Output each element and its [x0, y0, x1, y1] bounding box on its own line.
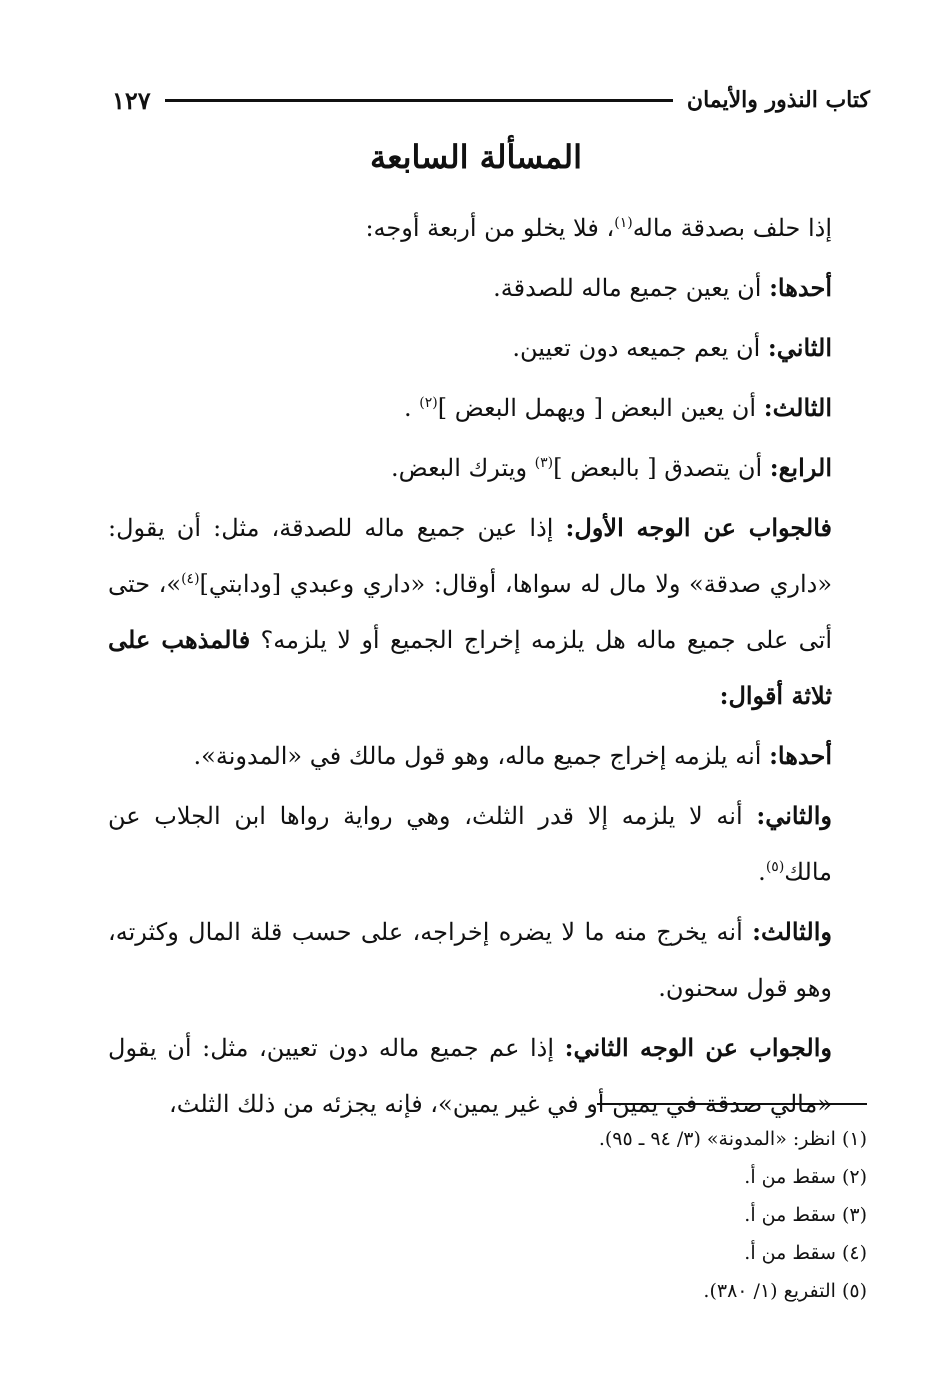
paragraph-case-2: الثاني: أن يعم جميعه دون تعيين. [512, 333, 832, 362]
header-rule [165, 99, 673, 102]
paragraph-case-3: الثالث: أن يعين البعض [ ويهمل البعض ]$^{(٢)}$ . [404, 393, 832, 422]
running-header [112, 80, 870, 120]
footnote-ref: (٣) [534, 455, 554, 471]
lead-term: الرابع: [769, 453, 832, 482]
paragraph-answer-2: والجواب عن الوجه الثاني: إذا عم جميع ماله دون تعيين، مثل: أن يقول «مالي صدقة في يمين أو في غير يمين»، فإنه يجزئه من ذلك الثلث، [108, 1033, 832, 1118]
lead-term: والثالث: [752, 917, 832, 946]
running-title: كتاب النذور والأيمان [686, 87, 870, 113]
footnote: (٣) سقط من أ. [744, 1204, 867, 1226]
paragraph-opinion-3: والثالث: أنه يخرج منه ما لا يضره إخراجه، على حسب قلة المال وكثرته، وهو قول سحنون. [108, 917, 832, 1002]
lead-term: أحدها: [769, 273, 832, 302]
paragraph-case-4: الرابع: أن يتصدق [ بالبعض ]$^{(٣)}$ ويترك البعض. [391, 453, 832, 482]
lead-term: والثاني: [756, 801, 832, 830]
lead-term: والجواب عن الوجه الثاني: [564, 1033, 832, 1062]
footnote: (٢) سقط من أ. [744, 1166, 867, 1188]
lead-term: الثالث: [763, 393, 832, 422]
footnote-ref: (٤) [181, 571, 200, 587]
page-number: ١٢٧ [112, 85, 151, 115]
lead-term: فالجواب عن الوجه الأول: [565, 513, 833, 542]
footnote-ref: (٢) [419, 395, 438, 411]
footnote: (٤) سقط من أ. [744, 1242, 867, 1264]
footnotes [300, 1120, 867, 1310]
footnote-rule [597, 1103, 867, 1105]
footnote: (٥) التفريع (١/ ٣٨٠). [703, 1280, 867, 1302]
lead-term: فالمذهب على ثلاثة أقوال: [108, 625, 832, 710]
paragraph-intro: إذا حلف بصدقة ماله$^{(١)}$، فلا يخلو من أربعة أوجه: [365, 214, 832, 242]
lead-term: أحدها: [769, 741, 832, 770]
paragraph-case-1: أحدها: أن يعين جميع ماله للصدقة. [493, 273, 832, 302]
chapter-title: المسألة السابعة [370, 138, 582, 176]
lead-term: الثاني: [767, 333, 832, 362]
footnote-ref: (٥) [765, 859, 785, 875]
body-text [108, 200, 832, 1136]
paragraph-opinion-2: والثاني: أنه لا يلزمه إلا قدر الثلث، وهي رواية رواها ابن الجلاب عن مالك$^{(٥)}$. [108, 801, 832, 886]
footnote-ref: (١) [614, 215, 633, 231]
paragraph-answer-1: فالجواب عن الوجه الأول: إذا عين جميع ماله للصدقة، مثل: أن يقول: «داري صدقة» ولا مال له سواها، أوقال: «داري وعبدي [ودابتي]$^{(٤)}$»، حتى أتى على جميع ماله هل يلزمه إخراج الجميع أو لا يلزمه؟ فالمذهب على ثلاثة أقوال: [108, 513, 833, 710]
footnote: (١) انظر: «المدونة» (٣/ ٩٤ ـ ٩٥). [598, 1128, 867, 1150]
paragraph-opinion-1: أحدها: أنه يلزمه إخراج جميع ماله، وهو قول مالك في «المدونة». [193, 741, 832, 770]
